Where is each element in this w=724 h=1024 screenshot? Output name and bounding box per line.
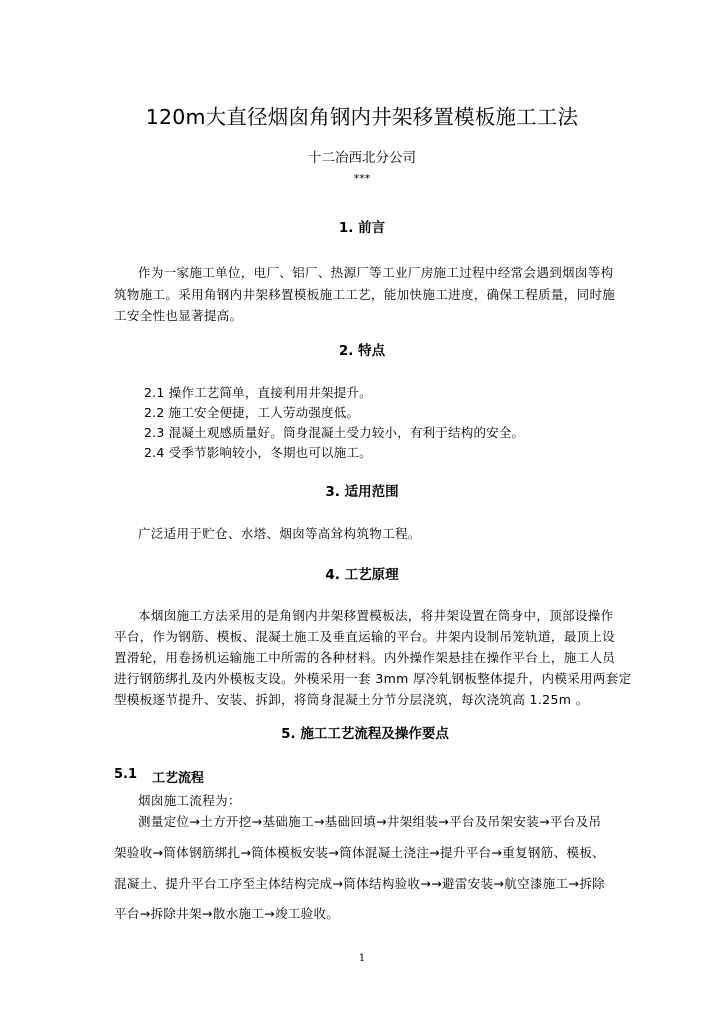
paragraph-line: 筑物施工。采用角钢内井架移置模板施工工艺，能加快施工进度，确保工程质量，同时施 bbox=[114, 287, 616, 302]
paragraph-line: 本烟囱施工方法采用的是角钢内井架移置模板法，将井架设置在筒身中，顶部设操作 bbox=[138, 608, 614, 623]
page-number: 1 bbox=[358, 953, 366, 964]
author: *** bbox=[353, 172, 371, 185]
list-item: 2.4 受季节影响较小，冬期也可以施工。 bbox=[144, 445, 372, 460]
paragraph-line: 作为一家施工单位，电厂、铝厂、热源厂等工业厂房施工过程中经常会遇到烟囱等构 bbox=[138, 265, 614, 280]
list-item: 2.2 施工安全便捷，工人劳动强度低。 bbox=[144, 405, 360, 420]
paragraph-line: 型模板逐节提升、安装、拆卸，将筒身混凝土分节分层浇筑，每次浇筑高 1.25m 。 bbox=[114, 692, 589, 707]
section-2-heading: 2. 特点 bbox=[338, 343, 386, 359]
paragraph-line: 架验收→筒体钢筋绑扎→筒体模板安装→筒体混凝土浇注→提升平台→重复钢筋、模板、 bbox=[114, 845, 606, 860]
paragraph-line: 工安全性也显著提高。 bbox=[114, 308, 243, 323]
paragraph-line: 广泛适用于贮仓、水塔、烟囱等高耸构筑物工程。 bbox=[138, 526, 421, 541]
organization: 十二冶西北分公司 bbox=[308, 150, 416, 166]
paragraph-line: 混凝土、提升平台工序至主体结构完成→筒体结构验收→→避雷安装→航空漆施工→拆除 bbox=[114, 876, 606, 891]
section-4-heading: 4. 工艺原理 bbox=[325, 567, 399, 583]
paragraph-line: 置滑轮，用卷扬机运输施工中所需的各种材料。内外操作架悬挂在操作平台上，施工人员 bbox=[114, 650, 616, 665]
paragraph-line: 烟囱施工流程为： bbox=[138, 793, 241, 808]
paragraph-line: 平台，作为钢筋、模板、混凝土施工及垂直运输的平台。井架内设制吊笼轨道，最顶上设 bbox=[114, 629, 616, 644]
subsection-number: 5.1 bbox=[114, 767, 138, 782]
list-item: 2.1 操作工艺简单，直接利用井架提升。 bbox=[144, 385, 372, 400]
document-title: 120m大直径烟囱角钢内井架移置模板施工工法 bbox=[145, 105, 579, 129]
section-3-heading: 3. 适用范围 bbox=[325, 484, 399, 500]
section-5-heading: 5. 施工工艺流程及操作要点 bbox=[281, 726, 449, 742]
paragraph-line: 平台→拆除井架→散水施工→竣工验收。 bbox=[114, 906, 340, 921]
paragraph-line: 进行钢筋绑扎及内外模板支设。外模采用一套 3mm 厚冷轧钢板整体提升，内模采用两套定 bbox=[114, 671, 632, 686]
section-1-heading: 1. 前言 bbox=[338, 220, 386, 236]
paragraph-line: 测量定位→土方开挖→基础施工→基础回填→井架组装→平台及吊架安装→平台及吊 bbox=[138, 814, 602, 829]
list-item: 2.3 混凝土观感质量好。筒身混凝土受力较小，有利于结构的安全。 bbox=[144, 425, 525, 440]
subsection-title: 工艺流程 bbox=[152, 771, 205, 786]
